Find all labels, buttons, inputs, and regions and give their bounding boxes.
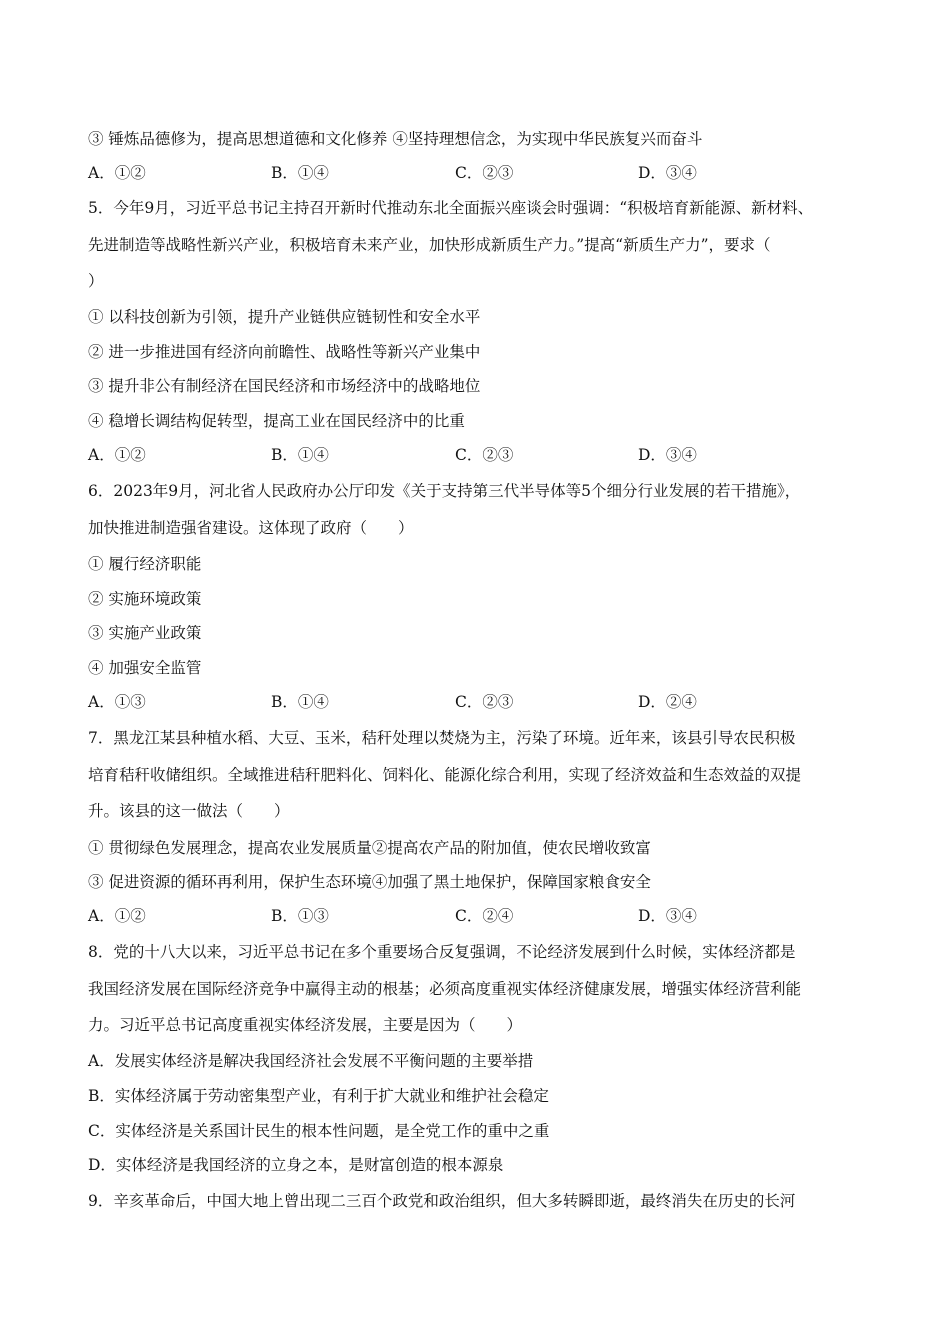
q4-option-b[interactable]: B．①④ <box>271 164 329 182</box>
q5-statement-4: ④ 稳增长调结构促转型，提高工业在国民经济中的比重 <box>88 412 465 430</box>
q7-stem-line-2: 培育秸秆收储组织。全域推进秸秆肥料化、饲料化、能源化综合利用，实现了经济效益和生态效益的双提 <box>88 766 802 784</box>
q5-option-b[interactable]: B．①④ <box>271 446 329 464</box>
q4-option-c[interactable]: C．②③ <box>455 164 514 182</box>
q6-stem-line-1: 6．2023年9月，河北省人民政府办公厅印发《关于支持第三代半导体等5个细分行业发展的若干措施》， <box>88 482 801 500</box>
q6-statement-3: ③ 实施产业政策 <box>88 624 202 642</box>
q5-statement-2: ② 进一步推进国有经济向前瞻性、战略性等新兴产业集中 <box>88 343 481 361</box>
q6-option-b[interactable]: B．①④ <box>271 693 329 711</box>
q5-stem-line-2: 先进制造等战略性新兴产业，积极培育未来产业，加快形成新质生产力。”提高“新质生产力”，要求（ <box>88 236 771 254</box>
q4-option-d[interactable]: D．③④ <box>638 164 697 182</box>
q5-statement-1: ① 以科技创新为引领，提升产业链供应链韧性和安全水平 <box>88 308 481 326</box>
q6-statement-2: ② 实施环境政策 <box>88 590 202 608</box>
q7-option-b[interactable]: B．①③ <box>271 907 329 925</box>
q7-stem-line-3: 升。该县的这一做法（ ） <box>88 802 290 820</box>
q5-option-a[interactable]: A．①② <box>88 446 146 464</box>
q9-stem-line-1: 9．辛亥革命后，中国大地上曾出现二三百个政党和政治组织，但大多转瞬即逝，最终消失在历史的长河 <box>88 1192 796 1210</box>
q5-option-d[interactable]: D．③④ <box>638 446 697 464</box>
q4-statements: ③ 锤炼品德修为，提高思想道德和文化修养 ④坚持理想信念，为实现中华民族复兴而奋斗 <box>88 130 703 148</box>
q7-option-d[interactable]: D．③④ <box>638 907 697 925</box>
q6-option-d[interactable]: D．②④ <box>638 693 697 711</box>
q7-stem-line-1: 7．黑龙江某县种植水稻、大豆、玉米，秸秆处理以焚烧为主，污染了环境。近年来，该县引导农民积极 <box>88 729 796 747</box>
q6-stem-line-2: 加快推进制造强省建设。这体现了政府（ ） <box>88 519 414 537</box>
q8-stem-line-3: 力。习近平总书记高度重视实体经济发展，主要是因为（ ） <box>88 1016 523 1034</box>
q6-option-a[interactable]: A．①③ <box>88 693 146 711</box>
q6-statement-4: ④ 加强安全监管 <box>88 659 202 677</box>
q8-stem-line-2: 我国经济发展在国际经济竞争中赢得主动的根基；必须高度重视实体经济健康发展，增强实体经济营利能 <box>88 980 802 998</box>
q4-option-a[interactable]: A．①② <box>88 164 146 182</box>
q8-choice-b[interactable]: B．实体经济属于劳动密集型产业，有利于扩大就业和维护社会稳定 <box>88 1087 549 1105</box>
q5-statement-3: ③ 提升非公有制经济在国民经济和市场经济中的战略地位 <box>88 377 481 395</box>
q8-choice-c[interactable]: C．实体经济是关系国计民生的根本性问题，是全党工作的重中之重 <box>88 1122 550 1140</box>
q7-statement-1: ① 贯彻绿色发展理念，提高农业发展质量②提高农产品的附加值，使农民增收致富 <box>88 839 651 857</box>
q6-option-c[interactable]: C．②③ <box>455 693 514 711</box>
q7-option-c[interactable]: C．②④ <box>455 907 514 925</box>
q6-statement-1: ① 履行经济职能 <box>88 555 202 573</box>
q8-choice-d[interactable]: D．实体经济是我国经济的立身之本，是财富创造的根本源泉 <box>88 1156 504 1174</box>
q8-stem-line-1: 8．党的十八大以来，习近平总书记在多个重要场合反复强调，不论经济发展到什么时候，实体经济都是 <box>88 943 796 961</box>
q7-option-a[interactable]: A．①② <box>88 907 146 925</box>
q8-choice-a[interactable]: A．发展实体经济是解决我国经济社会发展不平衡问题的主要举措 <box>88 1052 534 1070</box>
q7-statement-2: ③ 促进资源的循环再利用，保护生态环境④加强了黑土地保护，保障国家粮食安全 <box>88 873 651 891</box>
q5-stem-line-1: 5．今年9月，习近平总书记主持召开新时代推动东北全面振兴座谈会时强调：“积极培育新能源、新材料、 <box>88 199 814 217</box>
q5-stem-line-3: ） <box>88 272 104 290</box>
q5-option-c[interactable]: C．②③ <box>455 446 514 464</box>
